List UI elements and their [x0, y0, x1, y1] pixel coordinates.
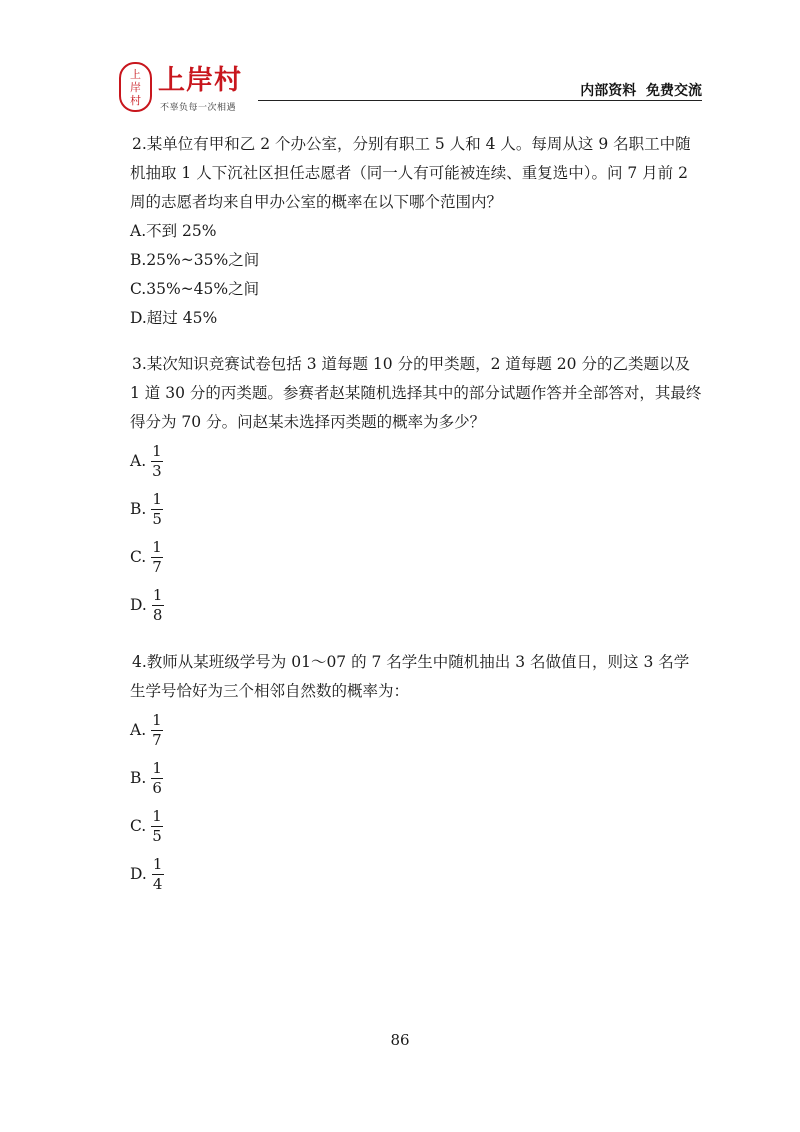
- fraction: [151, 856, 165, 893]
- option-b: [130, 485, 702, 533]
- fraction: [151, 587, 165, 624]
- question-3: [130, 350, 702, 629]
- seal-char: 上: [130, 67, 141, 81]
- option-c: [130, 802, 702, 850]
- question-4: [130, 648, 702, 898]
- denominator: 5: [152, 509, 162, 528]
- numerator: 1: [152, 489, 162, 508]
- option-label: D.: [130, 596, 147, 614]
- option-a: [130, 706, 702, 754]
- denominator: 7: [152, 730, 162, 749]
- option-d: [130, 581, 702, 629]
- page-header: [0, 0, 800, 120]
- question-2: [130, 130, 702, 333]
- seal-char: 岸: [130, 80, 141, 94]
- option-a: [130, 437, 702, 485]
- numerator: 1: [152, 441, 162, 460]
- option-label: C.: [130, 548, 147, 566]
- header-rule: [258, 100, 702, 101]
- option-label: D.: [130, 865, 147, 883]
- option-c: [130, 533, 702, 581]
- option-label: B.: [130, 769, 147, 787]
- question-stem: 2.某单位有甲和乙 2 个办公室，分别有职工 5 人和 4 人。每周从这 9 名职工中随机抽取 1 人下沉社区担任志愿者（同一人有可能被连续、重复选中）。问 7 月前 2 周的志愿者均来自甲办公室的概率在以下哪个范围内？: [130, 135, 691, 211]
- denominator: 7: [152, 557, 162, 576]
- fraction: [150, 443, 164, 480]
- option-a: A.不到 25%: [130, 222, 217, 240]
- denominator: 8: [152, 605, 163, 624]
- question-stem: 3.某次知识竞赛试卷包括 3 道每题 10 分的甲类题，2 道每题 20 分的乙类题以及 1 道 30 分的丙类题。参赛者赵某随机选择其中的部分试题作答并全部答对，其最终得分为 70 分。问赵某未选择丙类题的概率为多少？: [130, 355, 702, 431]
- page-number: 86: [390, 1031, 410, 1049]
- brand-name: 上岸村: [158, 65, 242, 96]
- option-b: [130, 754, 702, 802]
- option-d: [130, 850, 702, 898]
- brand-slogan: 不辜负每一次相遇: [160, 103, 237, 113]
- option-label: A.: [130, 721, 147, 739]
- logo-seal: [119, 62, 152, 112]
- fraction: [150, 808, 164, 845]
- fraction: [150, 539, 164, 576]
- fraction: [150, 712, 164, 749]
- numerator: 1: [152, 758, 162, 777]
- denominator: 3: [152, 461, 162, 480]
- question-stem: 4.教师从某班级学号为 01～07 的 7 名学生中随机抽出 3 名做值日，则这 3 名学生学号恰好为三个相邻自然数的概率为：: [130, 653, 690, 700]
- denominator: 5: [152, 826, 162, 845]
- header-tagline: 内部资料 免费交流: [580, 83, 702, 99]
- fraction: [150, 491, 164, 528]
- numerator: 1: [152, 806, 162, 825]
- numerator: 1: [152, 854, 163, 873]
- denominator: 6: [152, 778, 162, 797]
- option-c: C.35%~45%之间: [130, 280, 260, 298]
- option-b: B.25%~35%之间: [130, 251, 260, 269]
- option-label: A.: [130, 452, 147, 470]
- numerator: 1: [152, 710, 162, 729]
- seal-char: 村: [130, 93, 141, 107]
- option-label: C.: [130, 817, 147, 835]
- denominator: 4: [152, 874, 163, 893]
- fraction: [150, 760, 164, 797]
- option-d: D.超过 45%: [130, 309, 218, 327]
- numerator: 1: [152, 537, 162, 556]
- numerator: 1: [152, 585, 163, 604]
- option-label: B.: [130, 500, 147, 518]
